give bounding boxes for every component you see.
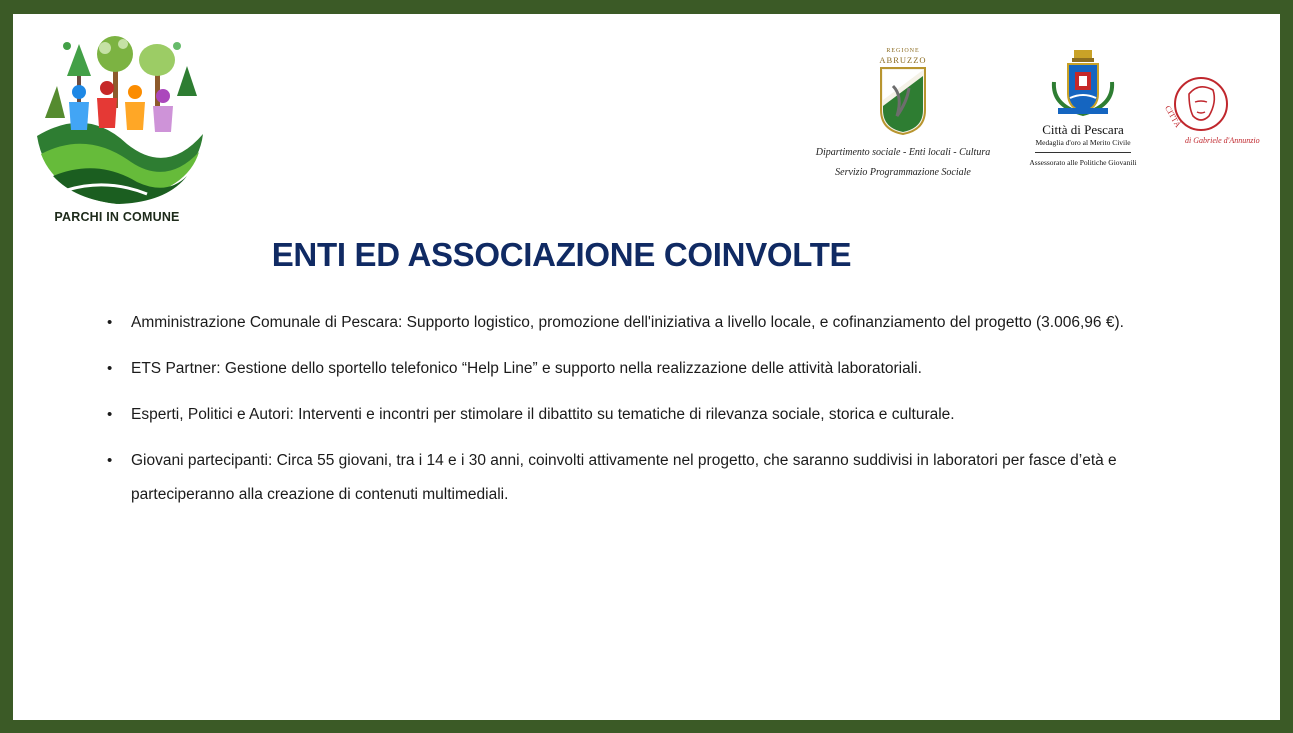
bullet-list xyxy=(101,306,1141,524)
bullet-item xyxy=(101,352,1141,386)
bullet-item xyxy=(101,444,1141,512)
bullet-dot: • xyxy=(107,452,113,469)
pescara-title: Città di Pescara xyxy=(1042,122,1124,137)
regione-dept-line2: Servizio Programmazione Sociale xyxy=(835,167,971,178)
citta-label: di Gabriele d'Annunzio xyxy=(1185,136,1260,145)
bullet-text: Giovani partecipanti: Circa 55 giovani, tra i 14 e i 30 anni, coinvolti attivamente nel progetto, che saranno suddivisi in laboratori per fasce d’età e parteciperanno alla creazione di contenuti multimediali. xyxy=(131,452,1117,503)
regione-dept-line1: Dipartimento sociale - Enti locali - Cultura xyxy=(815,147,991,158)
bullet-text: ETS Partner: Gestione dello sportello telefonico “Help Line” e supporto nella realizzazione delle attività laboratoriali. xyxy=(131,360,922,377)
bullet-text: Amministrazione Comunale di Pescara: Supporto logistico, promozione dell'iniziativa a livello locale, e cofinanziamento del progetto (3.006,96 €). xyxy=(131,314,1124,331)
pescara-divider xyxy=(1035,152,1131,153)
parchi-logo-graphic xyxy=(27,26,207,206)
bullet-dot: • xyxy=(107,360,113,377)
bullet-item xyxy=(101,398,1141,432)
regione-shield-icon xyxy=(879,66,927,136)
regione-name: ABRUZZO xyxy=(879,55,927,65)
bullet-dot: • xyxy=(107,406,113,423)
citta-di-pescara-logo xyxy=(1013,48,1153,198)
regione-label: REGIONE xyxy=(886,48,920,54)
pescara-office: Assessorato alle Politiche Giovanili xyxy=(1029,158,1137,167)
pescara-crest-icon xyxy=(1050,48,1116,120)
slide-title: ENTI ED ASSOCIAZIONE COINVOLTE xyxy=(271,236,852,273)
parchi-in-comune-logo xyxy=(27,26,207,224)
dannunzio-portrait-icon xyxy=(1159,72,1243,136)
bullet-item xyxy=(101,306,1141,340)
pescara-subtitle: Medaglia d'oro al Merito Civile xyxy=(1035,138,1131,147)
citta-tag: CITTÀ xyxy=(1162,104,1183,129)
bullet-dot: • xyxy=(107,314,113,331)
parchi-logo-caption: PARCHI IN COMUNE xyxy=(54,210,180,224)
bullet-text: Esperti, Politici e Autori: Interventi e incontri per stimolare il dibattito su tematiche di rilevanza sociale, storica e culturale. xyxy=(131,406,955,423)
slide xyxy=(13,14,1280,720)
citta-dannunzio-logo xyxy=(1159,72,1260,152)
regione-abruzzo-logo xyxy=(803,44,1003,194)
